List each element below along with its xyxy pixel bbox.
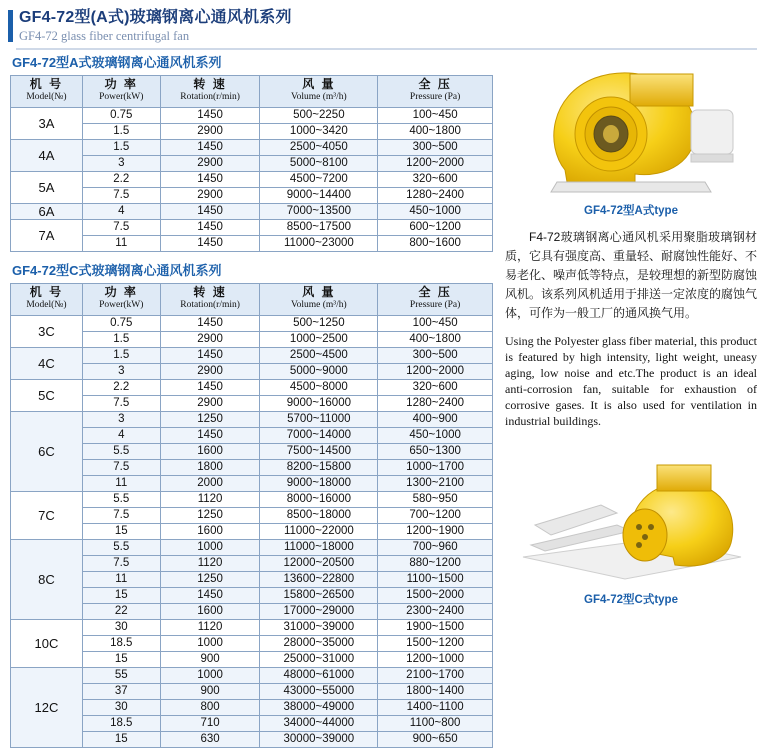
cell-model: 8C [11, 540, 83, 620]
cell-pressure: 2100~1700 [378, 668, 493, 684]
cell-pressure: 1900~1500 [378, 620, 493, 636]
tables-column [10, 48, 500, 748]
cell-volume: 8500~17500 [260, 220, 378, 236]
cell-rotation: 1600 [160, 524, 260, 540]
cell-pressure: 320~600 [378, 380, 493, 396]
cell-volume: 8500~18000 [260, 508, 378, 524]
cell-pressure: 1200~2000 [378, 156, 493, 172]
col-rotation: 转 速 Rotation(r/min) [160, 76, 260, 108]
cell-power: 37 [82, 684, 160, 700]
table-row [11, 140, 493, 156]
cell-volume: 1000~3420 [260, 124, 378, 140]
cell-power: 18.5 [82, 716, 160, 732]
title-row [8, 8, 765, 44]
cell-pressure: 800~1600 [378, 236, 493, 252]
cell-volume: 7500~14500 [260, 444, 378, 460]
cell-volume: 34000~44000 [260, 716, 378, 732]
cell-volume: 25000~31000 [260, 652, 378, 668]
cell-rotation: 1450 [160, 236, 260, 252]
cell-volume: 11000~22000 [260, 524, 378, 540]
cell-rotation: 900 [160, 684, 260, 700]
cell-model: 5C [11, 380, 83, 412]
cell-pressure: 450~1000 [378, 204, 493, 220]
cell-volume: 31000~39000 [260, 620, 378, 636]
cell-model: 3C [11, 316, 83, 348]
cell-power: 11 [82, 476, 160, 492]
cell-rotation: 2900 [160, 364, 260, 380]
table-row [11, 556, 493, 572]
cell-volume: 500~1250 [260, 316, 378, 332]
cell-power: 7.5 [82, 396, 160, 412]
cell-volume: 15800~26500 [260, 588, 378, 604]
cell-power: 18.5 [82, 636, 160, 652]
cell-rotation: 1120 [160, 492, 260, 508]
cell-pressure: 1000~1700 [378, 460, 493, 476]
cell-power: 15 [82, 652, 160, 668]
table-row [11, 620, 493, 636]
cell-volume: 9000~14400 [260, 188, 378, 204]
cell-pressure: 1200~1000 [378, 652, 493, 668]
cell-rotation: 1450 [160, 380, 260, 396]
cell-rotation: 1120 [160, 620, 260, 636]
cell-model: 4C [11, 348, 83, 380]
table-row [11, 108, 493, 124]
cell-pressure: 2300~2400 [378, 604, 493, 620]
cell-pressure: 700~960 [378, 540, 493, 556]
cell-volume: 17000~29000 [260, 604, 378, 620]
cell-model: 12C [11, 668, 83, 748]
cell-rotation: 2900 [160, 124, 260, 140]
cell-model: 6C [11, 412, 83, 492]
cell-volume: 5000~9000 [260, 364, 378, 380]
cell-pressure: 1500~2000 [378, 588, 493, 604]
cell-rotation: 1450 [160, 204, 260, 220]
spec-table-a [10, 75, 493, 252]
page-title-cn: GF4-72型(A式)玻璃钢离心通风机系列 [19, 9, 292, 26]
table-row [11, 316, 493, 332]
cell-power: 0.75 [82, 108, 160, 124]
table-row [11, 204, 493, 220]
cell-volume: 4500~8000 [260, 380, 378, 396]
cell-pressure: 1200~2000 [378, 364, 493, 380]
cell-rotation: 1450 [160, 172, 260, 188]
cell-pressure: 400~1800 [378, 124, 493, 140]
table-header-row [11, 76, 493, 108]
cell-volume: 8200~15800 [260, 460, 378, 476]
cell-pressure: 1200~1900 [378, 524, 493, 540]
section-title-c: GF4-72型C式玻璃钢离心通风机系列 [12, 263, 222, 278]
cell-pressure: 580~950 [378, 492, 493, 508]
cell-rotation: 1000 [160, 636, 260, 652]
cell-pressure: 1100~800 [378, 716, 493, 732]
cell-volume: 5700~11000 [260, 412, 378, 428]
fan-image-c [505, 439, 755, 589]
cell-volume: 1000~2500 [260, 332, 378, 348]
cell-rotation: 710 [160, 716, 260, 732]
cell-power: 7.5 [82, 556, 160, 572]
cell-volume: 9000~16000 [260, 396, 378, 412]
table-body-c [11, 316, 493, 748]
table-row [11, 188, 493, 204]
cell-power: 30 [82, 620, 160, 636]
table-row [11, 428, 493, 444]
table-row [11, 348, 493, 364]
cell-rotation: 1250 [160, 508, 260, 524]
table-row [11, 492, 493, 508]
cell-volume: 9000~18000 [260, 476, 378, 492]
cell-volume: 11000~23000 [260, 236, 378, 252]
cell-volume: 5000~8100 [260, 156, 378, 172]
cell-volume: 12000~20500 [260, 556, 378, 572]
cell-power: 3 [82, 364, 160, 380]
cell-model: 3A [11, 108, 83, 140]
cell-model: 10C [11, 620, 83, 668]
cell-power: 5.5 [82, 492, 160, 508]
cell-rotation: 900 [160, 652, 260, 668]
table-row [11, 588, 493, 604]
table-row [11, 732, 493, 748]
table-row [11, 524, 493, 540]
cell-pressure: 450~1000 [378, 428, 493, 444]
cell-pressure: 400~900 [378, 412, 493, 428]
cell-volume: 38000~49000 [260, 700, 378, 716]
table-row [11, 668, 493, 684]
col-rotation: 转 速 Rotation(r/min) [160, 284, 260, 316]
cell-volume: 7000~13500 [260, 204, 378, 220]
title-accent-bar [8, 10, 13, 42]
cell-rotation: 2900 [160, 188, 260, 204]
cell-power: 11 [82, 236, 160, 252]
cell-pressure: 300~500 [378, 140, 493, 156]
cell-model: 7A [11, 220, 83, 252]
cell-power: 15 [82, 732, 160, 748]
table-row [11, 236, 493, 252]
cell-pressure: 1100~1500 [378, 572, 493, 588]
cell-pressure: 880~1200 [378, 556, 493, 572]
cell-pressure: 1400~1100 [378, 700, 493, 716]
cell-rotation: 800 [160, 700, 260, 716]
table-row [11, 716, 493, 732]
cell-rotation: 630 [160, 732, 260, 748]
cell-power: 1.5 [82, 124, 160, 140]
table-row [11, 508, 493, 524]
cell-pressure: 100~450 [378, 108, 493, 124]
cell-pressure: 700~1200 [378, 508, 493, 524]
cell-power: 2.2 [82, 172, 160, 188]
cell-pressure: 900~650 [378, 732, 493, 748]
cell-rotation: 1450 [160, 588, 260, 604]
table-row [11, 364, 493, 380]
table-row [11, 412, 493, 428]
cell-rotation: 1000 [160, 668, 260, 684]
cell-rotation: 1000 [160, 540, 260, 556]
cell-volume: 4500~7200 [260, 172, 378, 188]
cell-rotation: 1120 [160, 556, 260, 572]
cell-model: 4A [11, 140, 83, 172]
table-row [11, 604, 493, 620]
cell-power: 3 [82, 412, 160, 428]
cell-power: 4 [82, 204, 160, 220]
table-row [11, 572, 493, 588]
table-row [11, 396, 493, 412]
cell-volume: 48000~61000 [260, 668, 378, 684]
table-row [11, 652, 493, 668]
cell-volume: 500~2250 [260, 108, 378, 124]
cell-power: 7.5 [82, 460, 160, 476]
cell-pressure: 650~1300 [378, 444, 493, 460]
document-header [0, 0, 765, 50]
cell-power: 15 [82, 588, 160, 604]
table-row [11, 380, 493, 396]
cell-power: 30 [82, 700, 160, 716]
table-row [11, 332, 493, 348]
cell-pressure: 1500~1200 [378, 636, 493, 652]
cell-rotation: 1450 [160, 316, 260, 332]
cell-power: 7.5 [82, 188, 160, 204]
cell-rotation: 1250 [160, 412, 260, 428]
cell-model: 5A [11, 172, 83, 204]
description-cn: F4-72玻璃钢离心通风机采用聚脂玻璃钢材质，它具有强度高、重量轻、耐腐蚀性能好、不易老化、噪声低等特点，是较理想的新型防腐蚀风机。该系列风机适用于排送一定浓度的腐蚀气体，可作为一般工厂的通风换气用。 [505, 230, 758, 320]
cell-power: 22 [82, 604, 160, 620]
cell-volume: 2500~4500 [260, 348, 378, 364]
cell-rotation: 1450 [160, 428, 260, 444]
cell-pressure: 600~1200 [378, 220, 493, 236]
table-row [11, 684, 493, 700]
cell-power: 2.2 [82, 380, 160, 396]
table-header-row [11, 284, 493, 316]
cell-power: 1.5 [82, 140, 160, 156]
cell-pressure: 1280~2400 [378, 188, 493, 204]
cell-rotation: 1600 [160, 604, 260, 620]
cell-rotation: 2000 [160, 476, 260, 492]
col-volume: 风 量 Volume (m³/h) [260, 284, 378, 316]
cell-power: 7.5 [82, 220, 160, 236]
illustration-column [505, 50, 757, 607]
fan-image-a [505, 50, 755, 200]
col-power: 功 率 Power(kW) [82, 284, 160, 316]
cell-pressure: 1280~2400 [378, 396, 493, 412]
cell-volume: 30000~39000 [260, 732, 378, 748]
cell-rotation: 1800 [160, 460, 260, 476]
cell-pressure: 1800~1400 [378, 684, 493, 700]
col-model: 机 号 Model(№) [11, 284, 83, 316]
table-body-a [11, 108, 493, 252]
table-row [11, 172, 493, 188]
caption-fan-c: GF4-72型C式type [584, 594, 678, 606]
cell-rotation: 2900 [160, 156, 260, 172]
cell-rotation: 2900 [160, 332, 260, 348]
table-row [11, 124, 493, 140]
description-en: Using the Polyester glass fiber material, this product is featured by high intensity, light weight, uneasy aging, low noise and etc.The product is an ideal anti-corrosion fan, suitable for exhaustion of corrosive gases. It is also used for ventilation in industrial buildings. [505, 334, 757, 428]
cell-pressure: 300~500 [378, 348, 493, 364]
cell-rotation: 1450 [160, 220, 260, 236]
cell-pressure: 100~450 [378, 316, 493, 332]
table-row [11, 540, 493, 556]
cell-power: 1.5 [82, 348, 160, 364]
cell-model: 6A [11, 204, 83, 220]
cell-pressure: 400~1800 [378, 332, 493, 348]
cell-volume: 8000~16000 [260, 492, 378, 508]
col-model: 机 号 Model(№) [11, 76, 83, 108]
cell-power: 5.5 [82, 540, 160, 556]
cell-power: 11 [82, 572, 160, 588]
cell-model: 7C [11, 492, 83, 540]
caption-fan-a: GF4-72型A式type [584, 205, 678, 217]
table-row [11, 220, 493, 236]
cell-volume: 43000~55000 [260, 684, 378, 700]
cell-power: 7.5 [82, 508, 160, 524]
cell-rotation: 2900 [160, 396, 260, 412]
col-pressure: 全 压 Pressure (Pa) [378, 76, 493, 108]
col-power: 功 率 Power(kW) [82, 76, 160, 108]
cell-power: 1.5 [82, 332, 160, 348]
cell-volume: 2500~4050 [260, 140, 378, 156]
spec-table-c [10, 283, 493, 748]
cell-pressure: 320~600 [378, 172, 493, 188]
cell-volume: 13600~22800 [260, 572, 378, 588]
cell-power: 15 [82, 524, 160, 540]
cell-power: 55 [82, 668, 160, 684]
table-row [11, 460, 493, 476]
cell-power: 5.5 [82, 444, 160, 460]
cell-power: 4 [82, 428, 160, 444]
cell-pressure: 1300~2100 [378, 476, 493, 492]
table-row [11, 476, 493, 492]
table-row [11, 444, 493, 460]
col-pressure: 全 压 Pressure (Pa) [378, 284, 493, 316]
cell-rotation: 1600 [160, 444, 260, 460]
cell-power: 0.75 [82, 316, 160, 332]
table-row [11, 700, 493, 716]
cell-rotation: 1450 [160, 140, 260, 156]
cell-rotation: 1250 [160, 572, 260, 588]
page-title-en: GF4-72 glass fiber centrifugal fan [19, 29, 190, 43]
cell-power: 3 [82, 156, 160, 172]
cell-rotation: 1450 [160, 108, 260, 124]
cell-volume: 28000~35000 [260, 636, 378, 652]
col-volume: 风 量 Volume (m³/h) [260, 76, 378, 108]
table-row [11, 156, 493, 172]
cell-volume: 11000~18000 [260, 540, 378, 556]
table-row [11, 636, 493, 652]
section-title-a: GF4-72型A式玻璃钢离心通风机系列 [12, 55, 222, 70]
cell-rotation: 1450 [160, 348, 260, 364]
cell-volume: 7000~14000 [260, 428, 378, 444]
